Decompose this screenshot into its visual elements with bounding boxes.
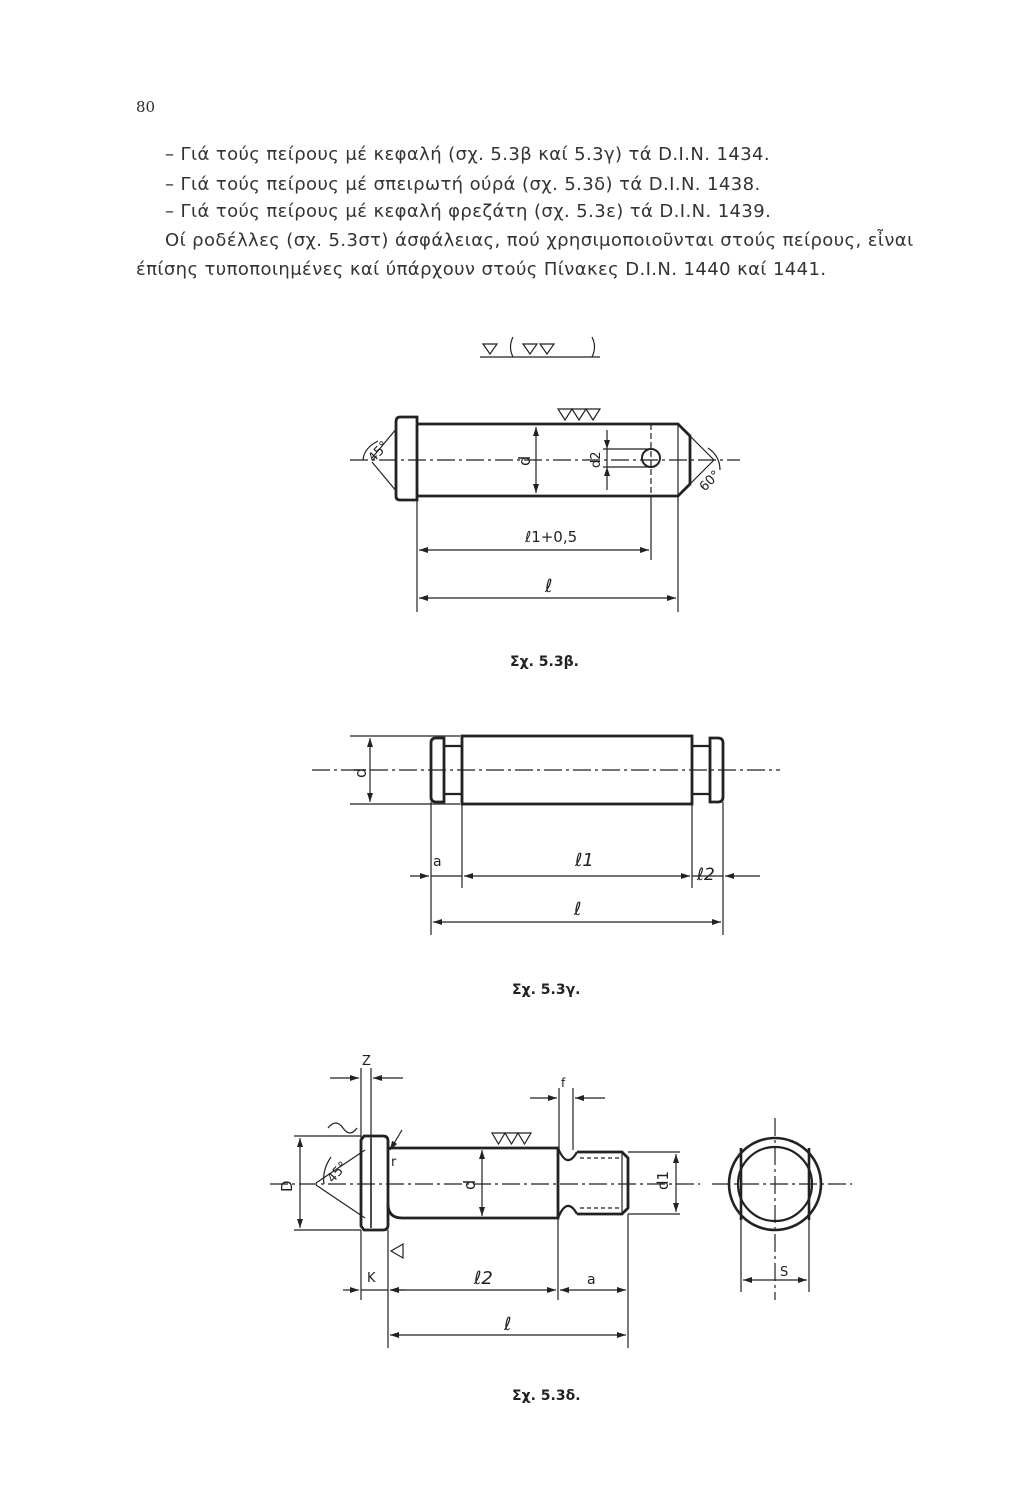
figure-5-3d-drawing — [270, 1068, 852, 1348]
fig-b-angle-tip-label: 60° — [696, 467, 724, 495]
figure-5-3g-drawing — [312, 736, 780, 935]
page-number: 80 — [136, 98, 156, 116]
figure-5-3b-caption: Σχ. 5.3β. — [510, 654, 579, 670]
fig-g-l-label: ℓ — [574, 899, 582, 920]
fig-d-d-label: d — [460, 1179, 479, 1190]
fig-d-D-label: D — [278, 1180, 296, 1192]
fig-d-angle-label: 45° — [324, 1158, 352, 1187]
fig-d-d1-label: d1 — [654, 1170, 672, 1190]
fig-d-r-label: r — [391, 1155, 397, 1170]
figure-5-3d-caption: Σχ. 5.3δ. — [512, 1388, 581, 1404]
fig-d-z-label: Z — [362, 1054, 371, 1069]
fig-g-l2-label: ℓ2 — [697, 865, 715, 885]
fig-d-f-label: f — [561, 1076, 566, 1090]
fig-g-a-label: a — [433, 854, 442, 870]
text-line-1: – Γιά τούς πείρους μέ κεφαλή (σχ. 5.3β καί 5.3γ) τά D.I.N. 1434. — [165, 144, 771, 165]
fig-d-l-label: ℓ — [504, 1314, 512, 1335]
fig-g-d-label: d — [351, 767, 370, 778]
fig-d-l2-label: ℓ2 — [474, 1268, 493, 1289]
fig-g-l1-label: ℓ1 — [575, 850, 594, 871]
fig-d-k-label: K — [367, 1271, 376, 1286]
text-line-5: έπίσης τυποποιημένες καί ύπάρχουν στούς Πίνακες D.I.N. 1440 καί 1441. — [136, 259, 827, 280]
text-line-3: – Γιά τούς πείρους μέ κεφαλή φρεζάτη (σχ. 5.3ε) τά D.I.N. 1439. — [165, 201, 772, 222]
text-line-2: – Γιά τούς πείρους μέ σπειρωτή ούρά (σχ. 5.3δ) τά D.I.N. 1438. — [165, 174, 761, 195]
figure-5-3b-drawing — [350, 337, 740, 612]
fig-b-d2-label: d2 — [589, 451, 604, 468]
text-line-4: Οί ροδέλλες (σχ. 5.3στ) άσφάλειας, πού χρησιμοποιοῦνται στούς πείρους, εἶναι — [165, 230, 914, 251]
fig-b-d-label: d — [515, 455, 534, 466]
fig-b-l1-label: ℓ1+0,5 — [525, 528, 578, 546]
fig-d-a-label: a — [587, 1272, 596, 1288]
figure-5-3g-caption: Σχ. 5.3γ. — [512, 982, 581, 998]
fig-b-l-label: ℓ — [545, 576, 553, 597]
fig-b-angle-head-label: 45° — [365, 438, 393, 466]
fig-d-s-label: S — [780, 1265, 789, 1280]
